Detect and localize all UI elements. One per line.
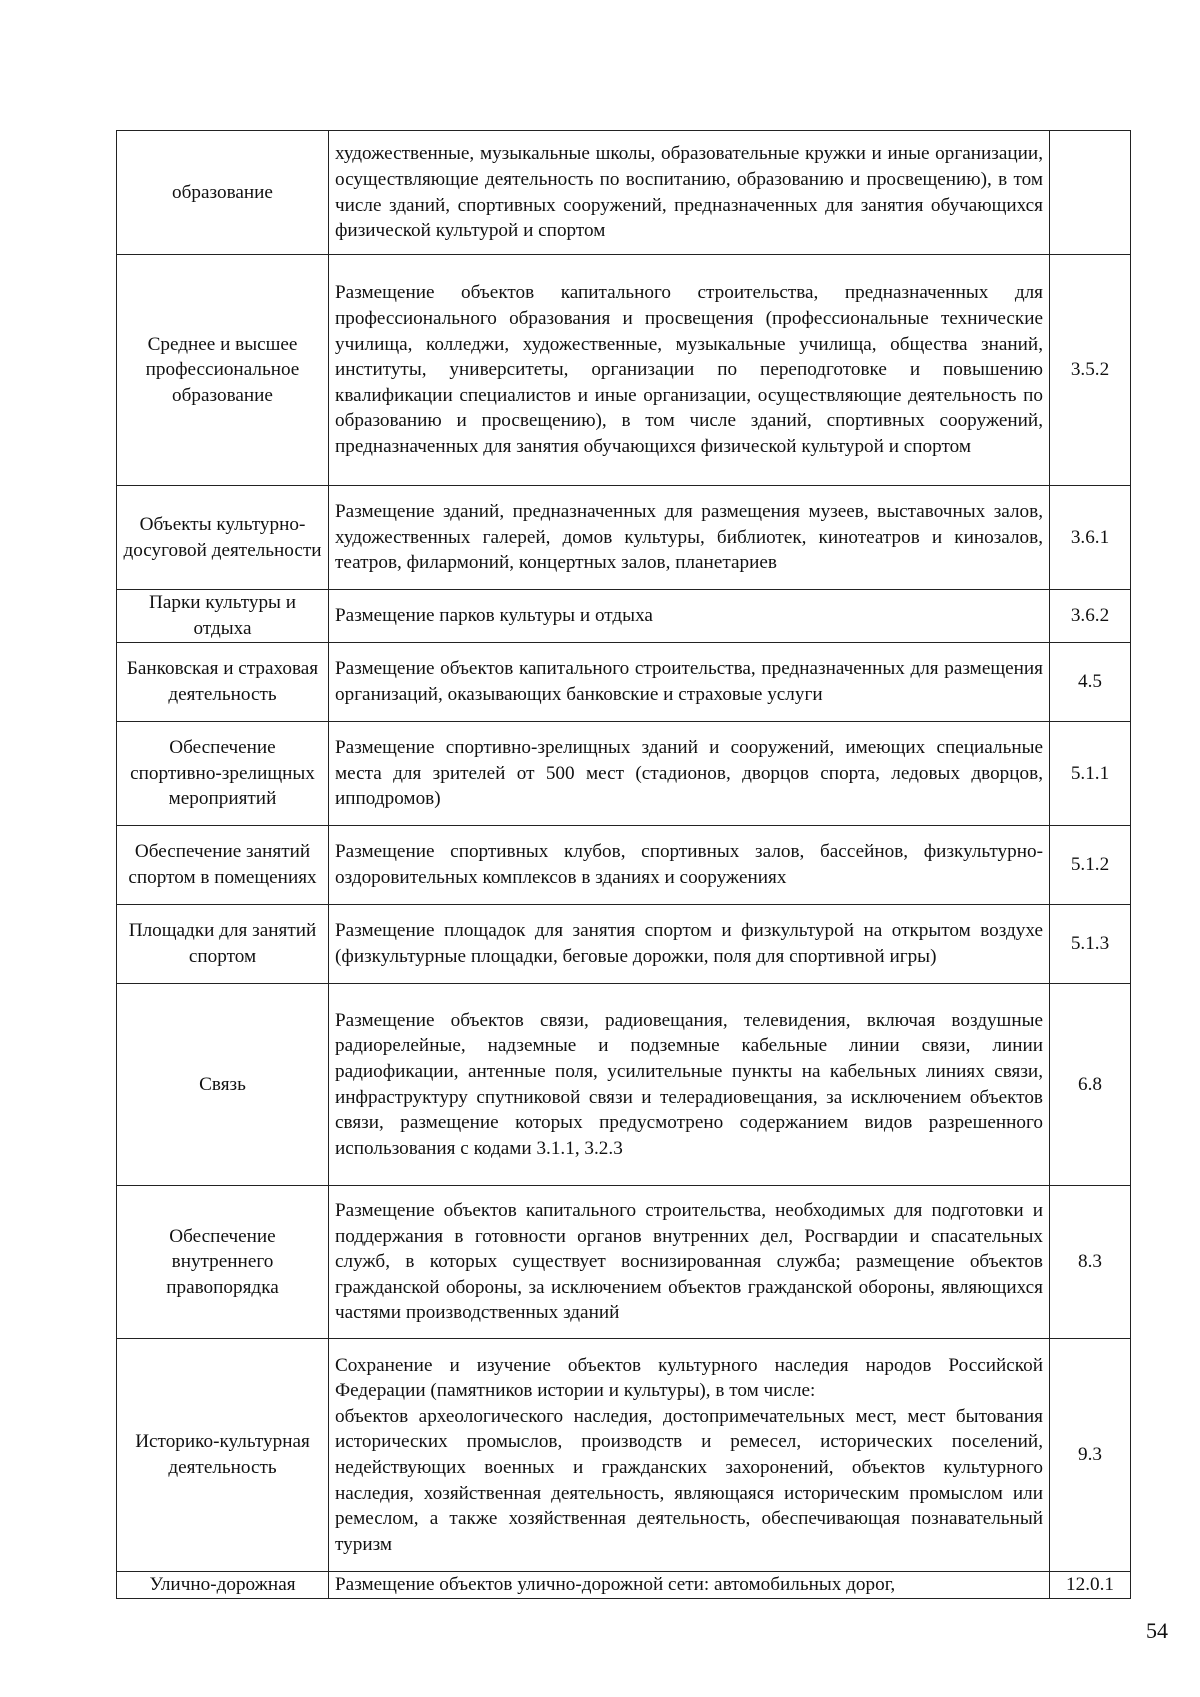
use-description: Размещение спортивно-зрелищных зданий и сооружений, имеющих специальные места для зрителей от 500 мест (стадионов, дворцов спорта, ледовых дворцов, ипподромов) xyxy=(329,722,1050,826)
use-name: Обеспечение спортивно-зрелищных мероприятий xyxy=(117,722,329,826)
table-row xyxy=(117,643,1131,722)
use-description: Размещение объектов улично-дорожной сети: автомобильных дорог, xyxy=(329,1572,1050,1599)
table-row xyxy=(117,1572,1131,1599)
use-description: Размещение объектов капитального строительства, предназначенных для размещения организаций, оказывающих банковские и страховые услуги xyxy=(329,643,1050,722)
use-name: Объекты культурно-досуговой деятельности xyxy=(117,486,329,590)
use-name: образование xyxy=(117,131,329,255)
use-code: 5.1.2 xyxy=(1050,826,1131,905)
use-code: 9.3 xyxy=(1050,1339,1131,1572)
use-name: Улично-дорожная xyxy=(117,1572,329,1599)
table-row xyxy=(117,590,1131,643)
use-name: Историко-культурная деятельность xyxy=(117,1339,329,1572)
use-name: Обеспечение занятий спортом в помещениях xyxy=(117,826,329,905)
use-code: 3.6.2 xyxy=(1050,590,1131,643)
use-description: Размещение объектов связи, радиовещания, телевидения, включая воздушные радиорелейные, надземные и подземные кабельные линии связи, линии радиофикации, антенные поля, усилительные пункты на кабельных линиях связи, инфраструктуру спутниковой связи и телерадиовещания, за исключением объектов связи, размещение которых предусмотрено содержанием видов разрешенного использования с кодами 3.1.1, 3.2.3 xyxy=(329,984,1050,1186)
table-row xyxy=(117,722,1131,826)
use-description: Размещение площадок для занятия спортом и физкультурой на открытом воздухе (физкультурные площадки, беговые дорожки, поля для спортивной игры) xyxy=(329,905,1050,984)
use-code: 5.1.1 xyxy=(1050,722,1131,826)
use-description: Размещение зданий, предназначенных для размещения музеев, выставочных залов, художественных галерей, домов культуры, библиотек, кинотеатров и кинозалов, театров, филармоний, концертных залов, планетариев xyxy=(329,486,1050,590)
use-name: Обеспечение внутреннего правопорядка xyxy=(117,1186,329,1339)
use-description xyxy=(329,1339,1050,1572)
description-paragraph: Сохранение и изучение объектов культурного наследия народов Российской Федерации (памятников истории и культуры), в том числе: xyxy=(335,1354,1043,1402)
page-number: 54 xyxy=(1146,1618,1168,1643)
table-row xyxy=(117,131,1131,255)
use-name: Площадки для занятий спортом xyxy=(117,905,329,984)
table-row xyxy=(117,1339,1131,1572)
table-row xyxy=(117,486,1131,590)
use-description: Размещение парков культуры и отдыха xyxy=(329,590,1050,643)
use-name: Среднее и высшее профессиональное образование xyxy=(117,255,329,486)
table-row xyxy=(117,905,1131,984)
use-description: художественные, музыкальные школы, образовательные кружки и иные организации, осуществляющие деятельность по воспитанию, образованию и просвещению), в том числе зданий, спортивных сооружений, предназначенных для занятия обучающихся физической культурой и спортом xyxy=(329,131,1050,255)
land-use-table xyxy=(116,130,1131,1599)
use-code: 3.5.2 xyxy=(1050,255,1131,486)
table-row xyxy=(117,1186,1131,1339)
use-name: Парки культуры и отдыха xyxy=(117,590,329,643)
use-code: 4.5 xyxy=(1050,643,1131,722)
use-description: Размещение объектов капитального строительства, предназначенных для профессионального образования и просвещения (профессиональные технические училища, колледжи, художественные, музыкальные училища, общества знаний, институты, университеты, организации по переподготовке и повышению квалификации специалистов и иные организации, осуществляющие деятельность по образованию и просвещению), в том числе зданий, спортивных сооружений, предназначенных для занятия обучающихся физической культурой и спортом xyxy=(329,255,1050,486)
use-code: 3.6.1 xyxy=(1050,486,1131,590)
table-row xyxy=(117,826,1131,905)
use-description: Размещение объектов капитального строительства, необходимых для подготовки и поддержания в готовности органов внутренних дел, Росгвардии и спасательных служб, в которых существует воснизированная служба; размещение объектов гражданской обороны, за исключением объектов гражданской обороны, являющихся частями производственных зданий xyxy=(329,1186,1050,1339)
use-description: Размещение спортивных клубов, спортивных залов, бассейнов, физкультурно-оздоровительных комплексов в зданиях и сооружениях xyxy=(329,826,1050,905)
use-code xyxy=(1050,131,1131,255)
table-row xyxy=(117,984,1131,1186)
description-paragraph: объектов археологического наследия, достопримечательных мест, мест бытования исторических промыслов, производств и ремесел, исторических поселений, недействующих военных и гражданских захоронений, объектов культурного наследия, хозяйственная деятельность, являющаяся историческим промыслом или ремеслом, а также хозяйственная деятельность, обеспечивающая познавательный туризм xyxy=(335,1405,1043,1555)
use-code: 12.0.1 xyxy=(1050,1572,1131,1599)
use-code: 6.8 xyxy=(1050,984,1131,1186)
table-row xyxy=(117,255,1131,486)
use-code: 8.3 xyxy=(1050,1186,1131,1339)
use-code: 5.1.3 xyxy=(1050,905,1131,984)
use-name: Связь xyxy=(117,984,329,1186)
use-name: Банковская и страховая деятельность xyxy=(117,643,329,722)
